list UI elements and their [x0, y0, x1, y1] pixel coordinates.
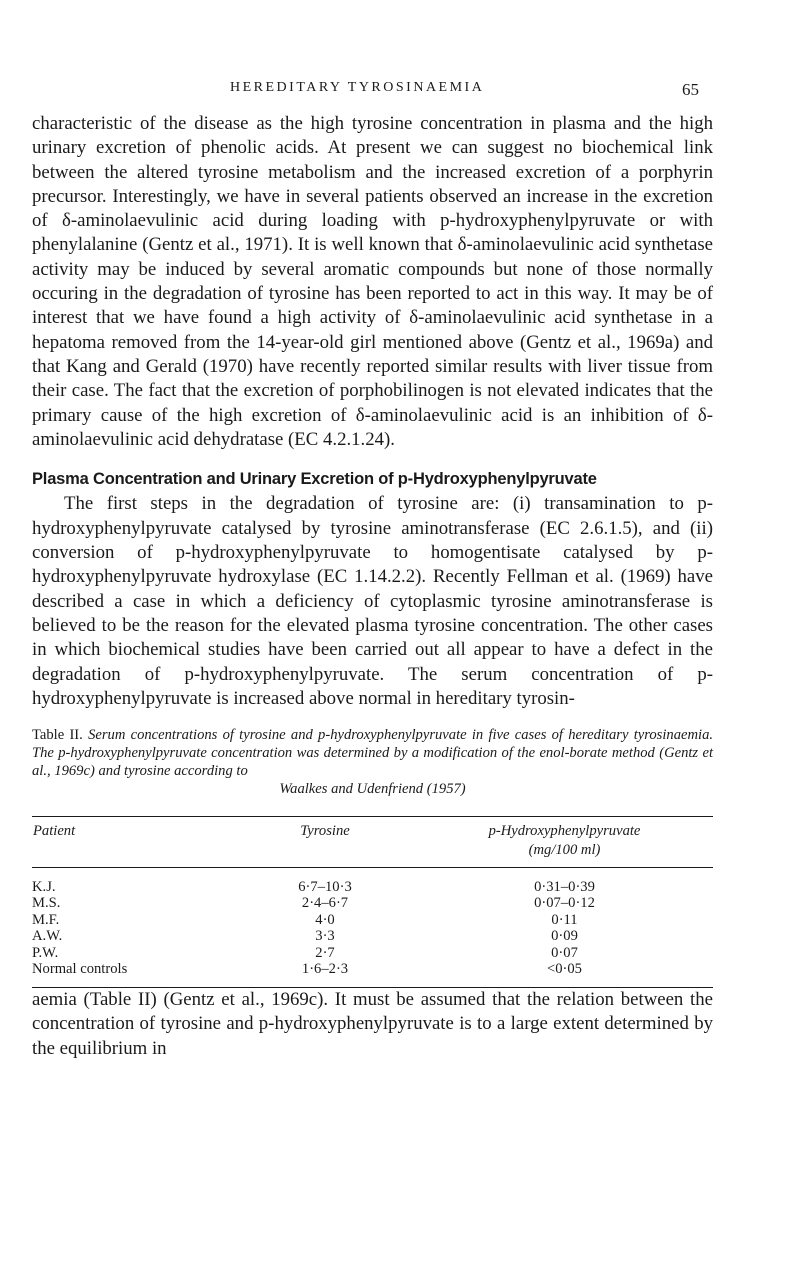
page-number: 65	[682, 80, 699, 99]
cell-patient: M.S.	[32, 895, 61, 912]
cell-tyrosine: 4·0	[315, 911, 335, 928]
table-caption	[32, 727, 713, 798]
table-caption-last-line: Waalkes and Udenfriend (1957)	[279, 780, 466, 797]
cell-patient: M.F.	[32, 911, 60, 928]
cell-tyrosine: 2·7	[315, 944, 335, 961]
cell-tyrosine: 6·7–10·3	[298, 878, 352, 895]
table-row	[32, 912, 713, 929]
paragraph-1: characteristic of the disease as the high tyrosine concentration in plasma and the high urinary excretion of phenolic acids. At present we can suggest no biochemical link between the altered tyrosine metabolism and the increased excretion of a porphyrin precursor. Interestingly, we have in several patients observed an increase in the excretion of δ-aminolaevulinic acid during loading with p-hydroxyphenylpyruvate or with phenylalanine (Gentz et al., 1971). It is well known that δ-aminolaevulinic acid synthetase activity may be induced by several aromatic compounds but none of those normally occuring in the degradation of tyrosine has been reported to act in this way. It may be of interest that we have found a high activity of δ-aminolaevulinic acid synthetase in a hepatoma removed from the 14-year-old girl mentioned above (Gentz et al., 1969a) and that Kang and Gerald (1970) have recently reported similar results with liver tissue from their case. The fact that the excretion of porphobilinogen is not elevated indicates that the primary cause of the high excretion of δ-aminolaevulinic acid is an inhibition of δ-aminolaevulinic acid dehydratase (EC 4.2.1.24).	[32, 113, 713, 450]
page-body	[32, 112, 713, 1061]
cell-patient: K.J.	[32, 878, 56, 895]
table-caption-label: Table II.	[32, 727, 83, 744]
cell-patient: Normal controls	[32, 961, 234, 987]
cell-phpp: 0·07–0·12	[534, 895, 595, 912]
cell-tyrosine: 2·4–6·7	[301, 895, 349, 912]
data-table	[32, 816, 713, 988]
cell-patient: A.W.	[32, 928, 63, 945]
cell-phpp: <0·05	[416, 961, 713, 987]
paragraph-2: The first steps in the degradation of tyrosine are: (i) transamination to p-hydroxyphenylpyruvate catalysed by tyrosine aminotransferase (EC 2.6.1.5), and (ii) conversion of p-hydroxyphenylpyruvate to homogentisate catalysed by p-hydroxyphenylpyruvate hydroxylase (EC 1.14.2.2). Recently Fellman et al. (1969) have described a case in which a deficiency of cytoplasmic tyrosine aminotransferase is believed to be the reason for the elevated plasma tyrosine concentration. The other cases in which biochemical studies have been carried out all appear to have a defect in the degradation of p-hydroxyphenylpyruvate. The serum concentration of p-hydroxyphenylpyruvate is increased above normal in hereditary tyrosin-	[32, 493, 713, 709]
header-phpp: p-Hydroxyphenylpyruvate	[416, 817, 713, 841]
cell-phpp: 0·11	[551, 911, 578, 928]
header-tyrosine: Tyrosine	[234, 817, 416, 841]
table-caption-text: Serum concentrations of tyrosine and p-hydroxyphenylpyruvate in five cases of hereditary tyrosinaemia. The p-hydroxyphenylpyruvate concentration was determined by a modification of the enol-borate method (Gentz et al., 1969c) and tyrosine according to	[32, 727, 714, 779]
table-row	[32, 895, 713, 912]
header-unit: (mg/100 ml)	[416, 841, 713, 867]
running-title: HEREDITARY TYROSINAEMIA	[230, 80, 485, 95]
cell-tyrosine: 3·3	[315, 928, 335, 945]
cell-tyrosine: 1·6–2·3	[234, 961, 416, 987]
paragraph-3: aemia (Table II) (Gentz et al., 1969c). It must be assumed that the relation between the concentration of tyrosine and p-hydroxyphenylpyruvate is to a large extent determined by the equilibrium in	[32, 989, 713, 1059]
table-row	[32, 867, 713, 895]
cell-phpp: 0·09	[551, 928, 578, 945]
page-header	[0, 80, 801, 102]
cell-phpp: 0·07	[551, 944, 578, 961]
section-heading: Plasma Concentration and Urinary Excretion of p-Hydroxyphenylpyruvate	[32, 470, 597, 489]
table-row	[32, 928, 713, 945]
header-patient: Patient	[32, 817, 234, 841]
table-row	[32, 945, 713, 962]
cell-patient: P.W.	[32, 944, 59, 961]
table-row	[32, 961, 713, 987]
cell-phpp: 0·31–0·39	[534, 878, 595, 895]
